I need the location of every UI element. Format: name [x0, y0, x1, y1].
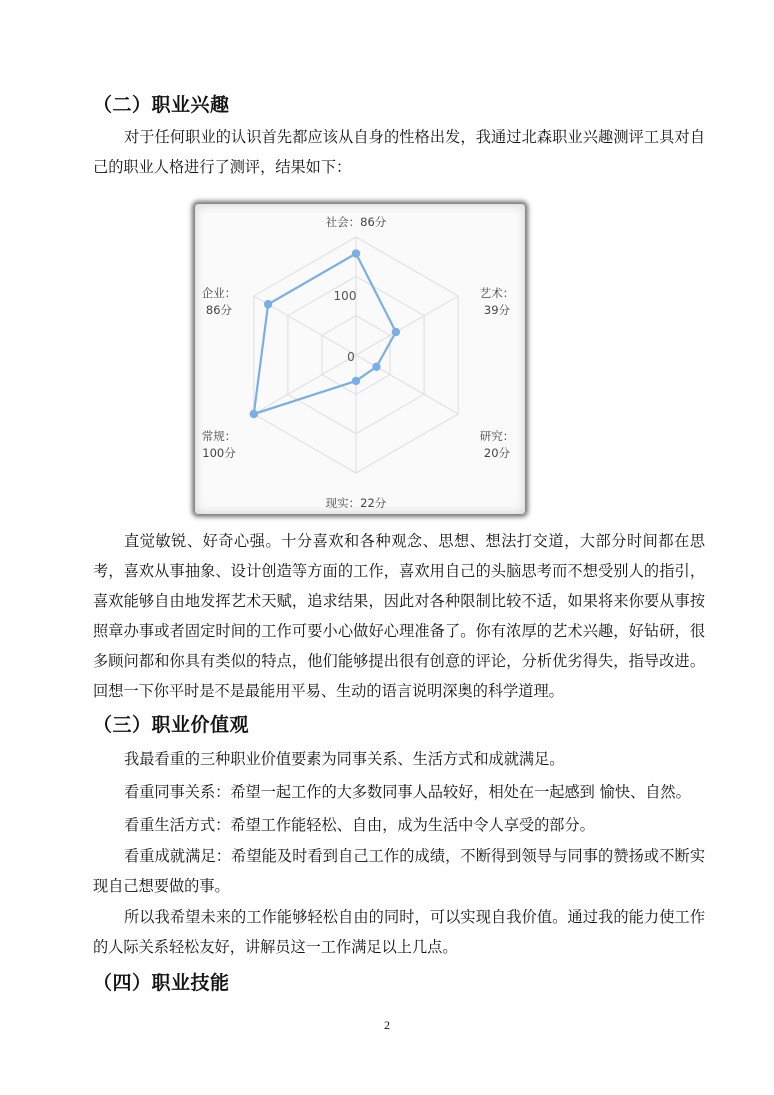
- axis-label-conventional-score: 100分: [202, 446, 236, 460]
- data-point-艺术: [392, 328, 400, 336]
- values-line-2: 看重同事关系：希望一起工作的大多数同事人品较好，相处在一起感到 愉快、自然。: [124, 783, 691, 801]
- axis-label-artistic-score: 39分: [483, 303, 511, 317]
- axis-label-investigative: 研究： 20分: [479, 429, 515, 460]
- values-line-1: 我最看重的三种职业价值要素为同事关系、生活方式和成就满足。: [124, 750, 565, 768]
- section-heading-interest: （二）职业兴趣: [93, 94, 230, 116]
- axis-label-investigative-score: 20分: [483, 446, 511, 460]
- axis-label-realistic: 现实：22分: [325, 496, 387, 510]
- grid-spoke-研究: [356, 355, 458, 414]
- axis-label-enterprising-score: 86分: [205, 303, 233, 317]
- axis-label-social: 社会：86分: [325, 215, 387, 229]
- axis-label-conventional: 常规： 100分: [201, 429, 237, 460]
- data-point-现实: [352, 377, 360, 385]
- page-number: 2: [384, 1018, 390, 1032]
- tick-label-zero: 0: [347, 350, 355, 364]
- values-summary-paragraph: 所以我希望未来的工作能够轻松自由的同时，可以实现自我价值。通过我的能力使工作的人际关系轻松友好，讲解员这一工作满足以上几点。: [93, 908, 705, 956]
- interest-radar-chart: [195, 204, 525, 514]
- interest-result-paragraph: 直觉敏锐、好奇心强。十分喜欢和各种观念、思想、想法打交道，大部分时间都在思考，喜欢从事抽象、设计创造等方面的工作，喜欢用自己的头脑思考而不想受别人的指引，喜欢能够自由地发挥艺术天赋，追求结果，因此对各种限制比较不适，如果将来你要从事按照章办事或者固定时间的工作可要小心做好心理准备了。你有浓厚的艺术兴趣，好钻研，很多顾问都和你具有类似的特点，他们能够提出很有创意的评论，分析优劣得失，指导改进。回想一下你平时是不是最能用平易、生动的语言说明深奥的科学道理。: [93, 532, 705, 700]
- grid-spoke-艺术: [356, 296, 458, 355]
- data-point-社会: [352, 249, 360, 257]
- data-point-研究: [372, 363, 380, 371]
- interest-intro-paragraph: 对于任何职业的认识首先都应该从自身的性格出发，我通过北森职业兴趣测评工具对自己的职业人格进行了测评，结果如下：: [93, 128, 705, 176]
- values-line-3: 看重生活方式：希望工作能轻松、自由，成为生活中令人享受的部分。: [124, 816, 595, 834]
- grid-spoke-常规: [254, 355, 356, 414]
- data-point-企业: [264, 300, 272, 308]
- radar-grid: [254, 237, 458, 473]
- values-achievement-paragraph: 看重成就满足：希望能及时看到自己工作的成绩，不断得到领导与同事的赞扬或不断实现自己想要做的事。: [93, 847, 705, 895]
- section-heading-values: （三）职业价值观: [93, 714, 250, 736]
- radar-chart-svg: [195, 204, 525, 514]
- axis-label-enterprising: 企业： 86分: [201, 286, 237, 317]
- section-heading-skills: （四）职业技能: [93, 972, 230, 994]
- axis-label-artistic: 艺术： 39分: [479, 286, 515, 317]
- tick-label-max: 100: [333, 289, 357, 303]
- data-point-常规: [250, 410, 258, 418]
